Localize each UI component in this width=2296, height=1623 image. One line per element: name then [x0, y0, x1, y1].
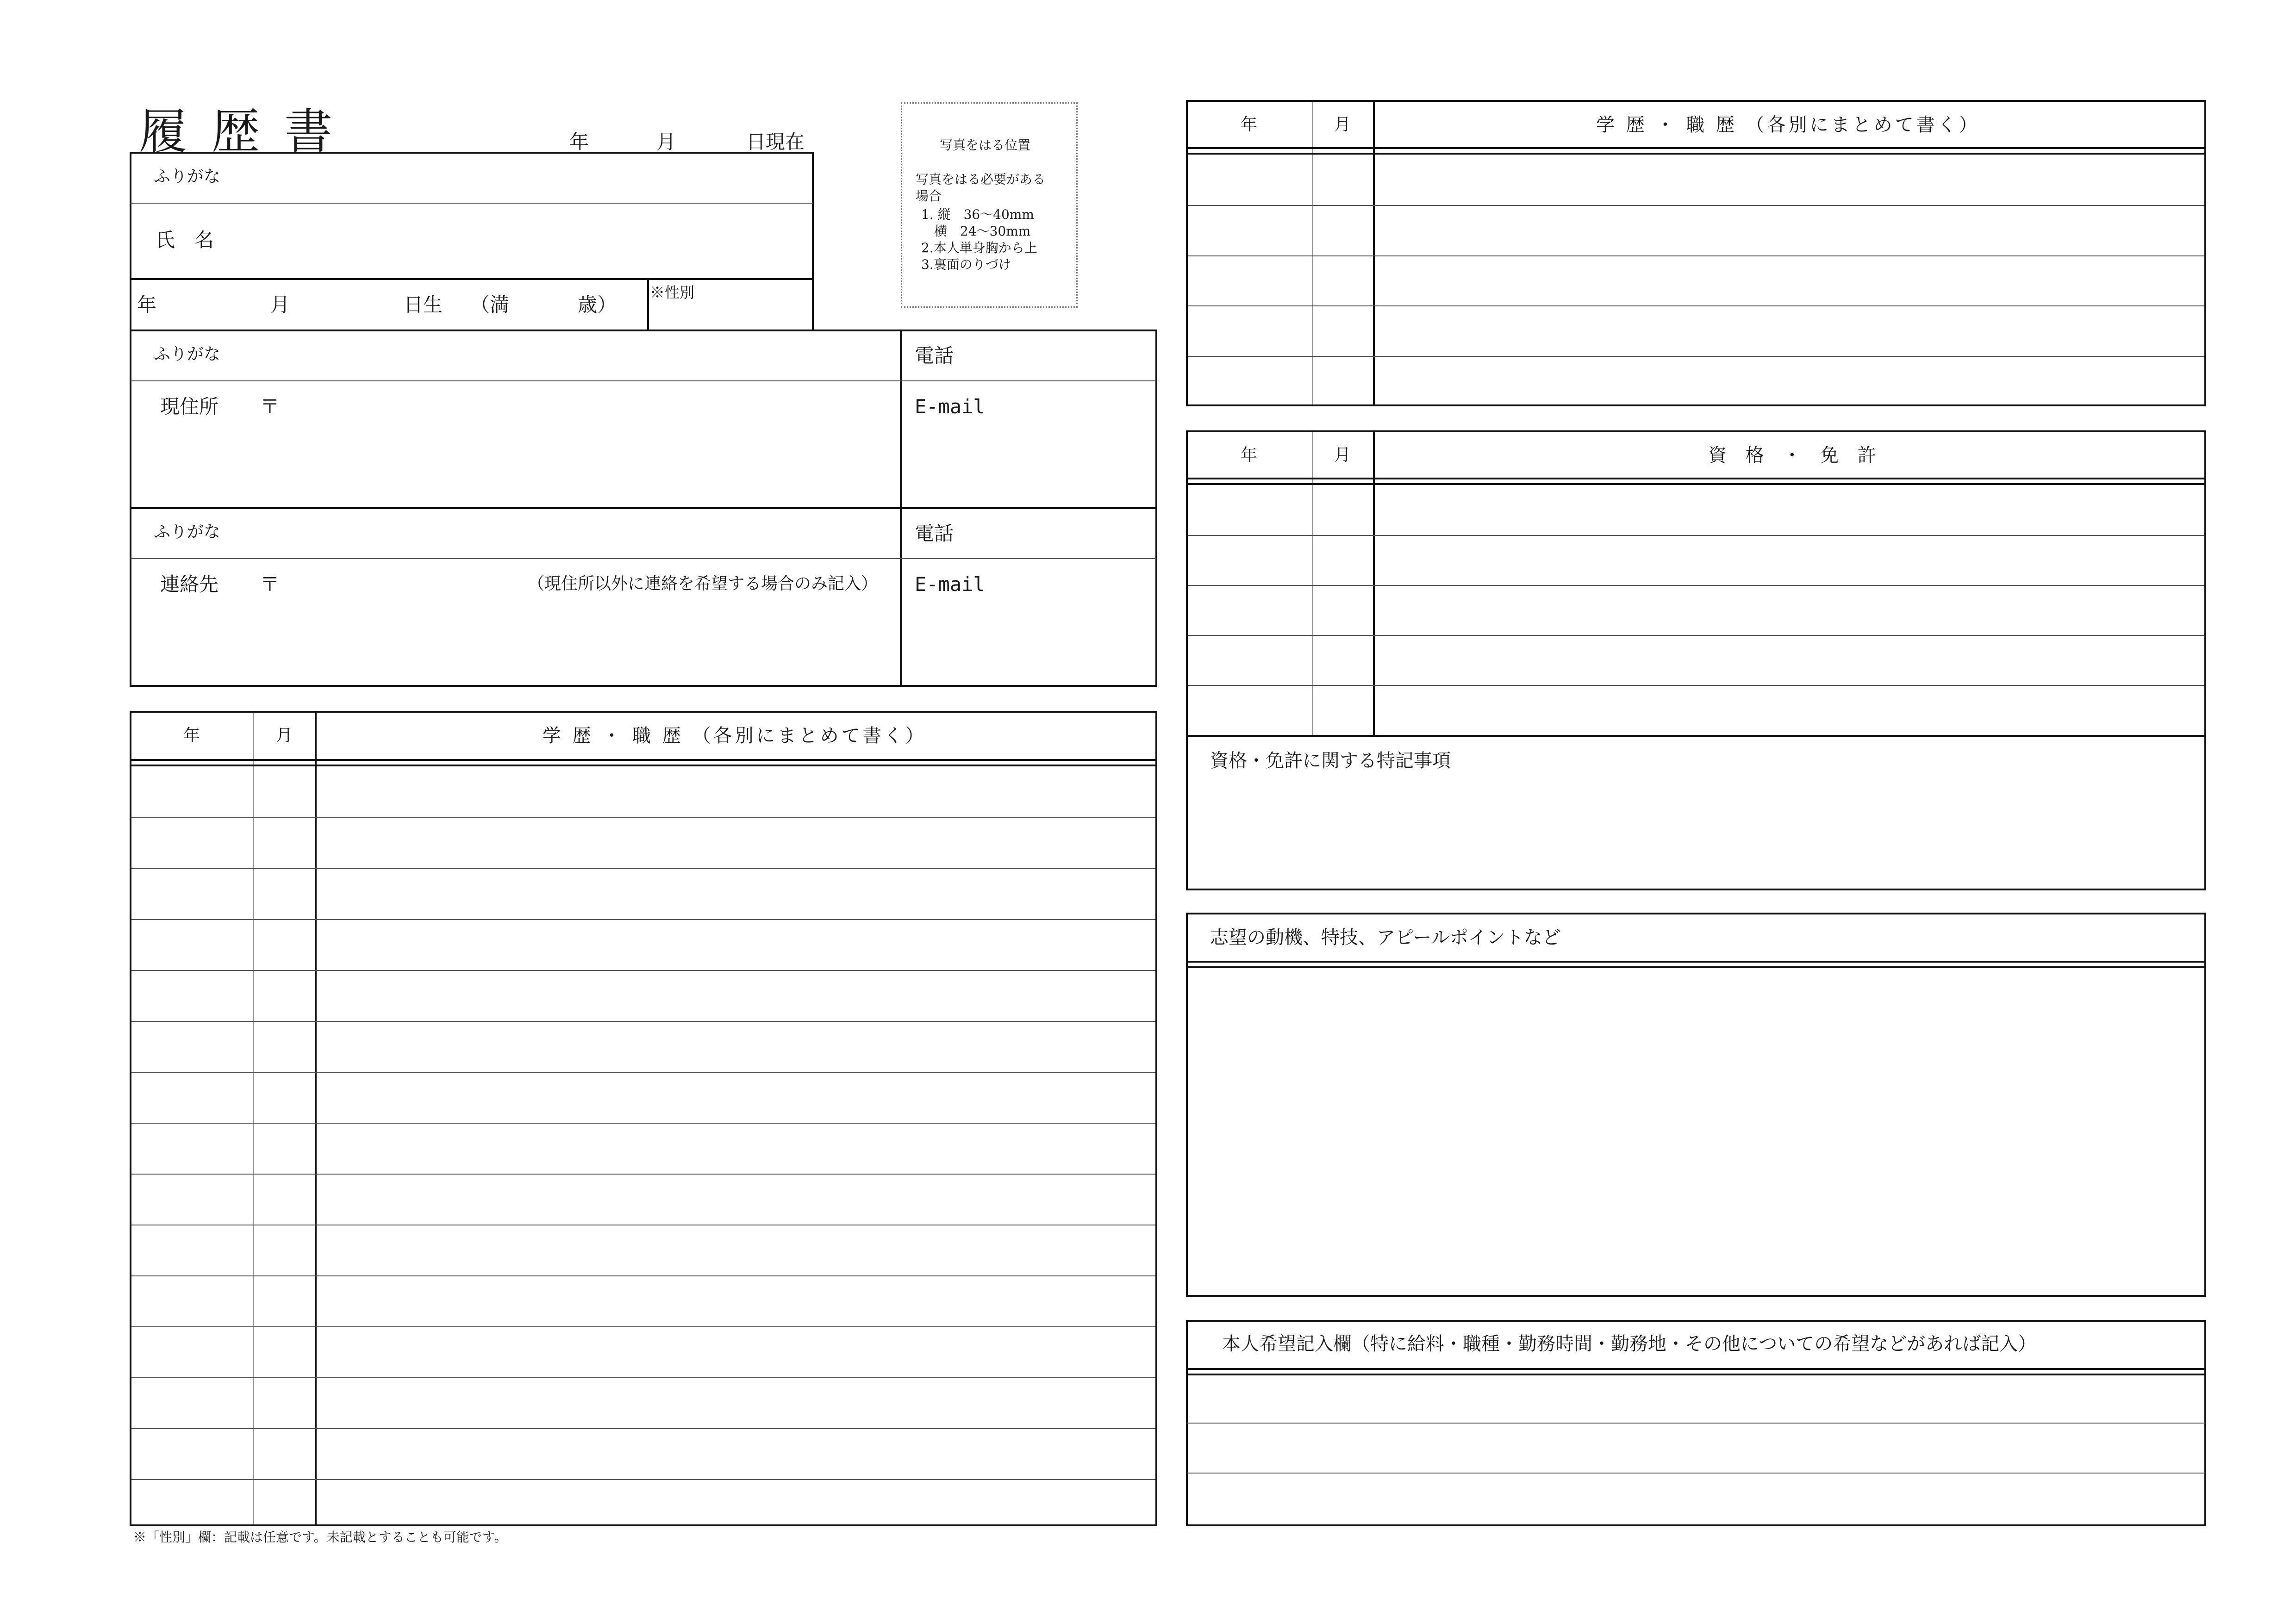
history-right-year-cell[interactable]	[1191, 258, 1309, 303]
history-left-year-cell[interactable]	[134, 1075, 251, 1120]
history-right-month-cell[interactable]	[1315, 157, 1371, 202]
history-left-month-cell[interactable]	[256, 1075, 313, 1120]
row-rule	[131, 1377, 1155, 1378]
row-rule	[131, 1123, 1155, 1124]
photo-instruction-3: 1. 縦 36～40mm	[921, 207, 1034, 222]
contact-note: （現住所以外に連絡を希望する場合のみ記入）	[528, 574, 878, 593]
history-left-month-cell[interactable]	[256, 1482, 313, 1527]
history-left-month-cell[interactable]	[256, 1227, 313, 1273]
history-left-year-cell[interactable]	[134, 1329, 251, 1374]
address-furigana-label: ふりがな	[154, 345, 221, 364]
requests-field[interactable]	[1192, 1379, 2201, 1523]
address-label: 現住所	[160, 395, 219, 418]
licenses-col-year: 年	[1241, 446, 1258, 465]
history-left-year-cell[interactable]	[134, 1227, 251, 1273]
address-field[interactable]	[287, 385, 893, 504]
contact-label: 連絡先	[160, 573, 219, 596]
photo-instruction-1: 写真をはる必要がある	[916, 172, 1046, 187]
history-left-month-cell[interactable]	[256, 1278, 313, 1324]
contact-phone-field[interactable]	[972, 512, 1153, 556]
licenses-entry-cell[interactable]	[1377, 488, 2202, 532]
row-rule	[131, 1275, 1155, 1276]
history-left-entry-cell[interactable]	[318, 1278, 1153, 1324]
contact-furigana-label: ふりがな	[154, 522, 221, 541]
row-rule	[131, 1174, 1155, 1175]
licenses-entry-cell[interactable]	[1377, 638, 2202, 682]
photo-instruction-6: 3.裏面のりづけ	[921, 257, 1011, 272]
licenses-month-cell[interactable]	[1315, 638, 1371, 682]
history-left-year-cell[interactable]	[134, 1176, 251, 1222]
history-left-year-cell[interactable]	[134, 871, 251, 916]
history-left-month-cell[interactable]	[256, 871, 313, 916]
history-right-col-year: 年	[1241, 115, 1258, 134]
licenses-month-cell[interactable]	[1315, 688, 1371, 732]
history-left-month-cell[interactable]	[256, 1329, 313, 1374]
licenses-col-title: 資 格 ・ 免 許	[1708, 445, 1883, 466]
history-left-entry-cell[interactable]	[318, 1380, 1153, 1425]
page-title: 履 歴 書	[139, 103, 337, 160]
contact-email-field[interactable]	[905, 600, 1153, 684]
row-rule	[1188, 356, 2204, 357]
row-rule	[1188, 535, 2204, 536]
history-right-year-cell[interactable]	[1191, 308, 1309, 353]
history-left-entry-cell[interactable]	[318, 871, 1153, 916]
birth-date-field[interactable]	[131, 280, 645, 330]
motivation-label: 志望の動機、特技、アピールポイントなど	[1210, 927, 1561, 948]
history-right-year-cell[interactable]	[1191, 208, 1309, 253]
history-left-col-month: 月	[276, 726, 293, 745]
row-rule	[131, 817, 1155, 818]
licenses-year-cell[interactable]	[1191, 588, 1309, 632]
licenses-notes-field[interactable]	[1192, 776, 2201, 887]
name-label: 氏 名	[156, 229, 214, 251]
row-rule	[1188, 585, 2204, 586]
history-right-month-cell[interactable]	[1315, 258, 1371, 303]
history-right-month-cell[interactable]	[1315, 359, 1371, 404]
row-rule	[131, 1479, 1155, 1480]
history-right-entry-cell[interactable]	[1377, 258, 2202, 303]
gender-field[interactable]	[650, 304, 812, 330]
licenses-entry-cell[interactable]	[1377, 688, 2202, 732]
history-left-year-cell[interactable]	[134, 1380, 251, 1425]
licenses-year-cell[interactable]	[1191, 638, 1309, 682]
row-rule	[131, 970, 1155, 971]
history-left-month-cell[interactable]	[256, 922, 313, 967]
history-right-entry-cell[interactable]	[1377, 359, 2202, 404]
history-left-year-cell[interactable]	[134, 1024, 251, 1069]
history-left-entry-cell[interactable]	[318, 1126, 1153, 1171]
address-email-field[interactable]	[905, 421, 1153, 504]
row-rule	[131, 868, 1155, 869]
history-left-year-cell[interactable]	[134, 1126, 251, 1171]
history-right-year-cell[interactable]	[1191, 157, 1309, 202]
contact-address-field[interactable]	[287, 600, 893, 684]
licenses-entry-cell[interactable]	[1377, 588, 2202, 632]
gender-label: ※性別	[650, 284, 695, 301]
history-right-col-month: 月	[1334, 115, 1351, 134]
row-rule	[131, 1021, 1155, 1022]
motivation-field[interactable]	[1192, 972, 2201, 1293]
licenses-month-cell[interactable]	[1315, 588, 1371, 632]
birth-year-label: 年	[137, 293, 157, 316]
name-furigana-field[interactable]	[287, 157, 805, 201]
licenses-year-cell[interactable]	[1191, 688, 1309, 732]
photo-instruction-4: 横 24～30mm	[921, 224, 1031, 239]
history-left-entry-cell[interactable]	[318, 769, 1153, 815]
history-left-month-cell[interactable]	[256, 769, 313, 815]
licenses-col-month: 月	[1334, 446, 1351, 465]
contact-phone-label: 電話	[915, 522, 954, 545]
birth-month-label: 月	[270, 293, 290, 316]
address-postal-mark: 〒	[260, 395, 280, 418]
licenses-entry-cell[interactable]	[1377, 538, 2202, 582]
age-open-label: （満	[470, 293, 510, 316]
row-rule	[1188, 205, 2204, 206]
history-left-month-cell[interactable]	[256, 1380, 313, 1425]
date-suffix-label: 日現在	[746, 131, 805, 153]
history-left-year-cell[interactable]	[134, 769, 251, 815]
history-right-entry-cell[interactable]	[1377, 208, 2202, 253]
date-month-label: 月	[656, 131, 676, 153]
licenses-notes-label: 資格・免許に関する特記事項	[1210, 750, 1451, 771]
footnote: ※「性別」欄：記載は任意です。未記載とすることも可能です。	[133, 1530, 507, 1545]
history-left-year-cell[interactable]	[134, 922, 251, 967]
history-left-month-cell[interactable]	[256, 1431, 313, 1476]
requests-label: 本人希望記入欄（特に給料・職種・勤務時間・勤務地・その他についての希望などがあれば記入）	[1222, 1333, 2037, 1355]
history-left-entry-cell[interactable]	[318, 1075, 1153, 1120]
history-left-col-year: 年	[183, 726, 200, 745]
history-right-entry-cell[interactable]	[1377, 157, 2202, 202]
history-left-entry-cell[interactable]	[318, 1024, 1153, 1069]
history-left-month-cell[interactable]	[256, 820, 313, 865]
history-left-entry-cell[interactable]	[318, 820, 1153, 865]
row-rule	[1188, 635, 2204, 636]
history-left-year-cell[interactable]	[134, 1431, 251, 1476]
row-rule	[131, 1072, 1155, 1073]
contact-furigana-field[interactable]	[278, 512, 893, 556]
licenses-month-cell[interactable]	[1315, 488, 1371, 532]
history-left-entry-cell[interactable]	[318, 1227, 1153, 1273]
address-furigana-field[interactable]	[278, 334, 893, 379]
history-left-entry-cell[interactable]	[318, 922, 1153, 967]
photo-title: 写真をはる位置	[940, 137, 1031, 153]
row-rule	[1188, 255, 2204, 256]
photo-instruction-2: 場合	[916, 188, 942, 204]
history-left-year-cell[interactable]	[134, 973, 251, 1018]
licenses-month-cell[interactable]	[1315, 538, 1371, 582]
row-rule	[1188, 685, 2204, 686]
history-left-year-cell[interactable]	[134, 1278, 251, 1324]
history-left-year-cell[interactable]	[134, 820, 251, 865]
history-left-entry-cell[interactable]	[318, 1431, 1153, 1476]
history-left-month-cell[interactable]	[256, 1126, 313, 1171]
name-furigana-label: ふりがな	[154, 167, 221, 186]
history-left-entry-cell[interactable]	[318, 1176, 1153, 1222]
history-left-entry-cell[interactable]	[318, 1482, 1153, 1527]
row-rule	[131, 1326, 1155, 1327]
age-close-label: 歳）	[578, 293, 617, 316]
licenses-year-cell[interactable]	[1191, 538, 1309, 582]
history-left-month-cell[interactable]	[256, 973, 313, 1018]
history-right-year-cell[interactable]	[1191, 359, 1309, 404]
address-phone-field[interactable]	[972, 334, 1153, 379]
history-left-year-cell[interactable]	[134, 1482, 251, 1527]
address-phone-label: 電話	[915, 344, 954, 367]
address-email-label: E-mail	[915, 395, 985, 418]
licenses-year-cell[interactable]	[1191, 488, 1309, 532]
history-left-entry-cell[interactable]	[318, 973, 1153, 1018]
row-rule	[1188, 305, 2204, 306]
history-left-month-cell[interactable]	[256, 1176, 313, 1222]
history-left-col-title: 学 歴 ・ 職 歴 （各別にまとめて書く）	[543, 725, 927, 746]
history-right-col-title: 学 歴 ・ 職 歴 （各別にまとめて書く）	[1596, 114, 1980, 136]
row-rule	[131, 919, 1155, 920]
history-left-entry-cell[interactable]	[318, 1329, 1153, 1374]
row-rule	[131, 1428, 1155, 1429]
history-right-entry-cell[interactable]	[1377, 308, 2202, 353]
photo-instruction-5: 2.本人単身胸から上	[921, 240, 1037, 255]
history-right-month-cell[interactable]	[1315, 208, 1371, 253]
birth-day-label: 日生	[404, 293, 443, 316]
name-field[interactable]	[287, 207, 805, 275]
contact-email-label: E-mail	[915, 573, 985, 596]
photo-placeholder[interactable]	[901, 102, 1078, 308]
history-left-month-cell[interactable]	[256, 1024, 313, 1069]
date-year-label: 年	[569, 131, 589, 153]
history-right-month-cell[interactable]	[1315, 308, 1371, 353]
contact-postal-mark: 〒	[260, 573, 280, 596]
